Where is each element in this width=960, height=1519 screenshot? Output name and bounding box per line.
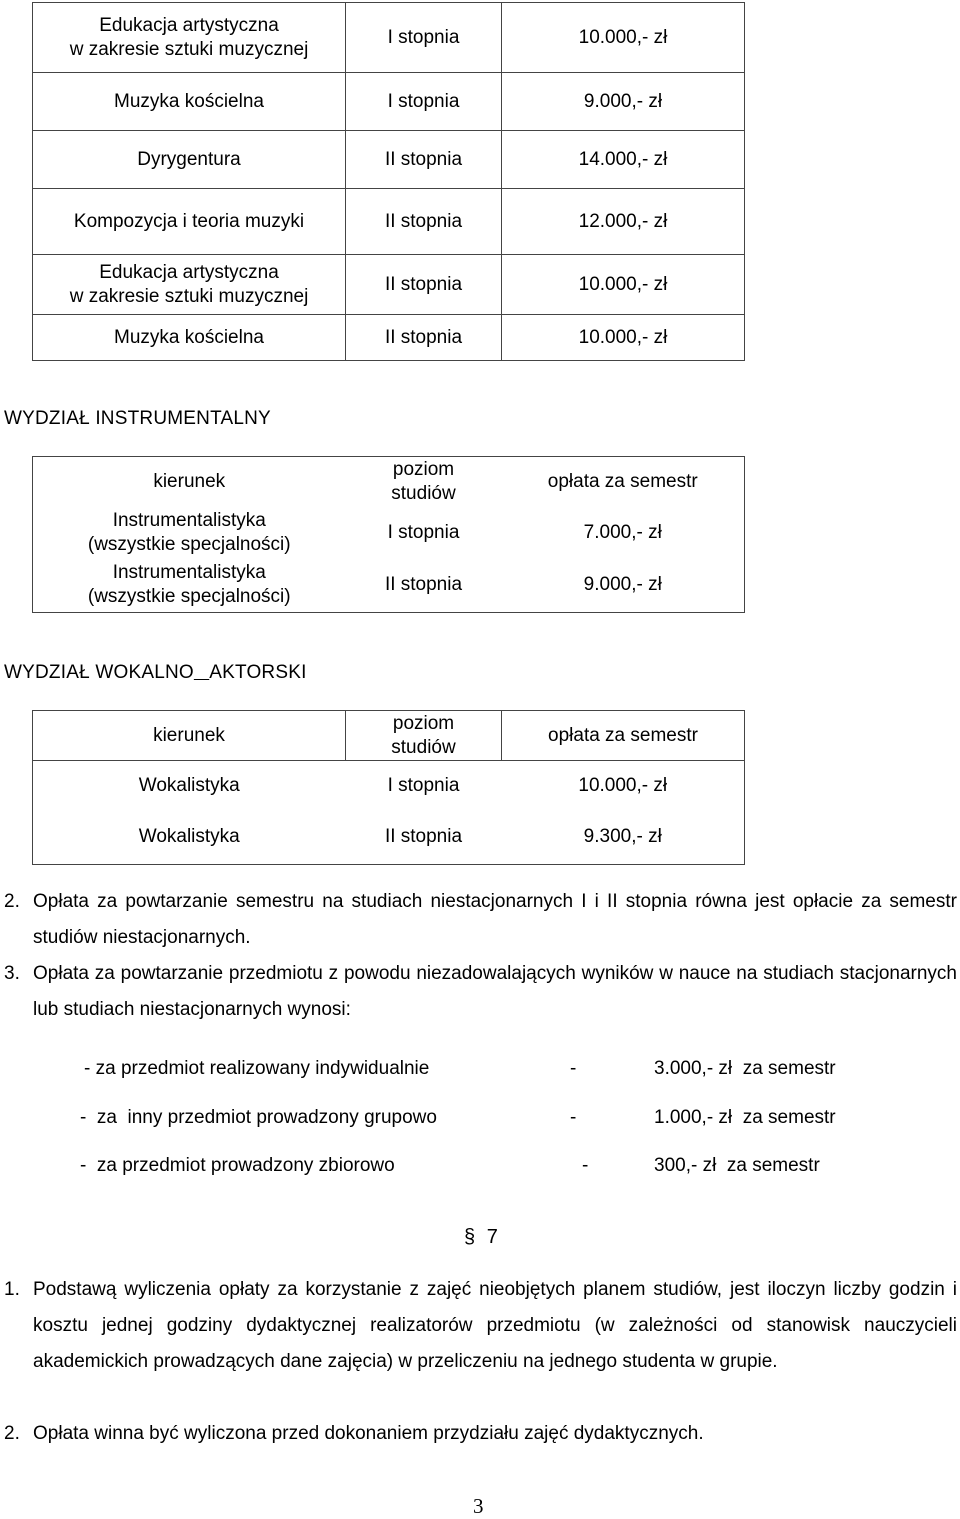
fees-table-instrumentalny [32,456,745,613]
table-row [33,315,745,361]
kierunek-line-2: w zakresie sztuki muzycznej [69,285,309,307]
heading-part-1: WYDZIAŁ WOKALNO [4,662,194,683]
poziom-cell: II stopnia [346,131,502,189]
table-row [33,255,745,315]
table-row [33,3,745,73]
oplata-cell: 9.000,- zł [502,73,745,131]
paragraph-marker [464,1226,498,1249]
heading-part-2: AKTORSKI [209,662,307,683]
poziom-cell: I stopnia [387,774,460,796]
section-3-number: 3. [4,963,20,984]
oplata-cell: 14.000,- zł [502,131,745,189]
par7-item-1-text: Podstawą wyliczenia opłaty za korzystanie z zajęć nieobjętych planem studiów, jest iloczyn liczby godzin i kosztu jednej godziny dydaktycznej realizatorów przedmiotu (w zależności od stanowisk nauczycieli akademickich prowadzących dane zajęcia) w przeliczeniu na jednego studenta w grupie. [33,1279,957,1372]
poziom-cell: I stopnia [387,521,460,543]
kierunek-cell: Dyrygentura [33,131,346,189]
fees-table-1 [32,2,745,361]
table-row [33,131,745,189]
fee-item-amount: 300,- zł za semestr [654,1155,820,1176]
poziom-cell: II stopnia [384,574,463,596]
poziom-cell: I stopnia [346,3,502,73]
kierunek-cell: Wokalistyka [33,761,346,811]
fee-item-amount: 3.000,- zł za semestr [654,1058,836,1079]
table-row [33,811,745,865]
fee-item-amount: 1.000,- zł za semestr [654,1107,836,1128]
table-row [33,761,745,811]
table-row [33,559,745,613]
poziom-cell: I stopnia [346,73,502,131]
page-number: 3 [473,1494,484,1518]
kierunek-cell [33,559,346,613]
kierunek-cell: Wokalistyka [33,811,346,865]
table-row [33,73,745,131]
table-header-row [33,711,745,761]
section-symbol: § [464,1226,476,1248]
fee-item-label: - za przedmiot prowadzony zbiorowo [80,1155,395,1176]
kierunek-line-2: (wszystkie specjalności) [87,586,291,608]
par7-item-2-text: Opłata winna być wyliczona przed dokonaniem przydziału zajęć dydaktycznych. [33,1423,704,1444]
fee-item-label: - za inny przedmiot prowadzony grupowo [80,1107,437,1128]
oplata-cell: 10.000,- zł [502,255,745,315]
header-oplata: opłata za semestr [502,711,745,761]
kierunek-line-1: Instrumentalistyka [112,509,266,531]
table-row [33,507,745,559]
kierunek-line-1: Edukacja artystyczna [99,261,279,283]
kierunek-line-2: (wszystkie specjalności) [87,533,291,555]
oplata-cell: 9.000,- zł [583,574,662,596]
kierunek-cell [33,507,346,559]
kierunek-cell: Muzyka kościelna [33,73,346,131]
header-poziom [346,711,502,761]
oplata-cell: 10.000,- zł [502,3,745,73]
oplata-cell: 12.000,- zł [502,189,745,255]
kierunek-line-1: Instrumentalistyka [112,562,266,584]
fee-item-label: - za przedmiot realizowany indywidualnie [84,1058,430,1079]
kierunek-line-1: Edukacja artystyczna [99,14,279,36]
fees-table-wokalno [32,710,745,865]
header-kierunek: kierunek [153,470,226,492]
header-poziom-line-1: poziom [392,458,455,480]
fee-item-dash: - [582,1155,589,1176]
fee-item-dash: - [570,1107,577,1128]
fee-item-dash: - [570,1058,577,1079]
poziom-cell: II stopnia [346,315,502,361]
section-2-text: Opłata za powtarzanie semestru na studiach niestacjonarnych I i II stopnia równa jest opłacie za semestr studiów niestacjonarnych. [33,891,957,948]
header-poziom-line-1: poziom [392,712,455,734]
section-heading-wokalno [4,662,307,684]
kierunek-line-2: w zakresie sztuki muzycznej [69,38,309,60]
section-heading-instrumentalny: WYDZIAŁ INSTRUMENTALNY [4,408,271,429]
kierunek-cell: Kompozycja i teoria muzyki [33,189,346,255]
oplata-cell: 9.300,- zł [502,811,745,865]
oplata-cell: 10.000,- zł [502,315,745,361]
poziom-cell: II stopnia [346,189,502,255]
header-kierunek: kierunek [33,711,346,761]
header-poziom-line-2: studiów [391,736,456,758]
poziom-cell: II stopnia [346,255,502,315]
heading-dash [194,662,209,683]
kierunek-cell [33,255,346,315]
par7-item-2-number: 2. [4,1423,20,1444]
table-header-row [33,457,745,507]
poziom-cell: II stopnia [346,811,502,865]
oplata-cell: 7.000,- zł [583,521,662,543]
header-poziom-line-2: studiów [391,482,456,504]
kierunek-cell: Muzyka kościelna [33,315,346,361]
oplata-cell: 10.000,- zł [502,761,745,811]
header-oplata: opłata za semestr [547,470,698,492]
par7-item-1-number: 1. [4,1279,20,1300]
kierunek-cell [33,3,346,73]
header-poziom [346,457,502,507]
table-row [33,189,745,255]
section-2-number: 2. [4,891,20,912]
paragraph-number: 7 [486,1226,498,1248]
section-3-text: Opłata za powtarzanie przedmiotu z powodu niezadowalających wyników w nauce na studiach stacjonarnych lub studiach niestacjonarnych wynosi: [33,963,957,1020]
